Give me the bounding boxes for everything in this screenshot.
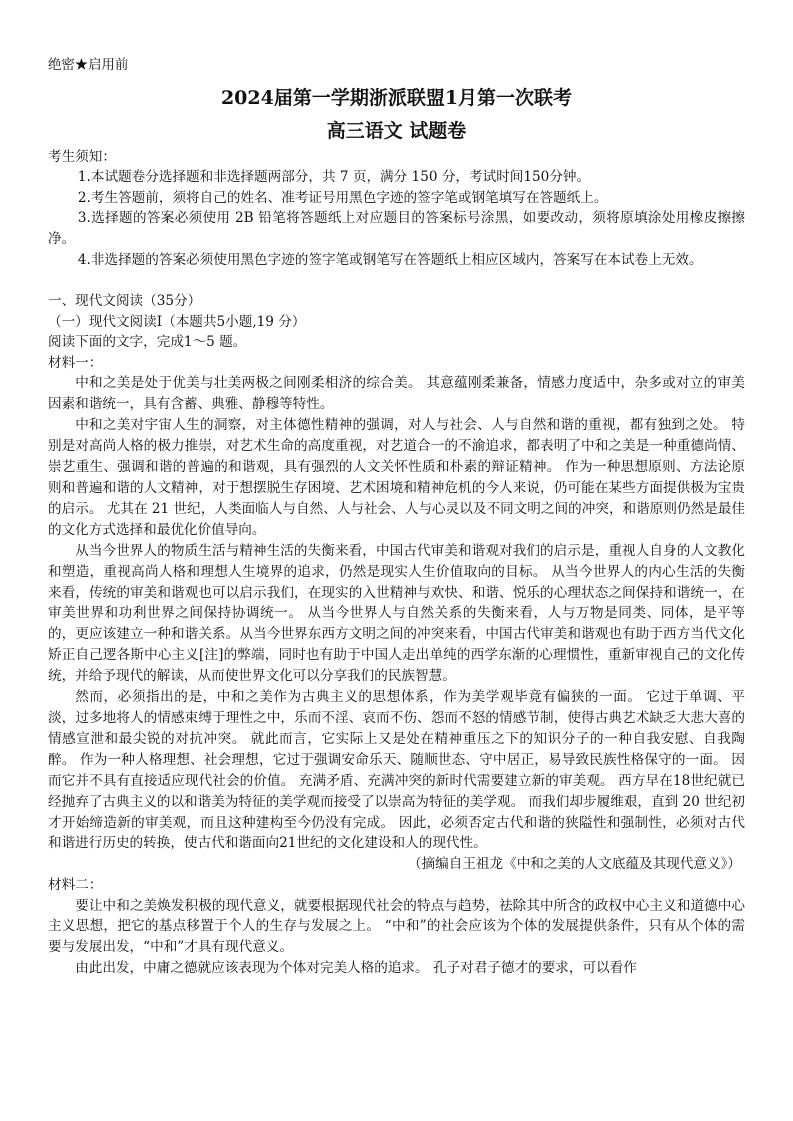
exam-title: 2024届第一学期浙派联盟1月第一次联考: [220, 86, 573, 109]
notice-heading: 考生须知：: [48, 148, 116, 165]
material-1-paragraph: 中和之美是处于优美与壮美两极之间刚柔相济的综合美。 其意蕴刚柔兼备，情感力度适中，杂多或对立的审美因素和谐统一，具有含蓄、典雅、静穆等特性。: [48, 375, 745, 413]
notice-item: 3.选择题的答案必须使用 2B 铅笔将答题纸上对应题目的答案标号涂黑，如要改动，须将原填涂处用橡皮擦擦净。: [48, 210, 745, 248]
material-1-label: 材料一：: [48, 354, 103, 371]
material-2-label: 材料二：: [48, 876, 103, 893]
material-1-paragraph: 中和之美对宇宙人生的洞察，对主体德性精神的强调，对人与社会、人与自然和谐的重视，都有独到之处。 特别是对高尚人格的极力推崇，对艺术生命的高度重视，对艺道合一的不渝追求，都表明了中和之美是一种重德尚情、崇艺重生、强调和谐的普遍的和谐观，具有强烈的人文关怀性质和朴素的辩证精神。 作为一种思想原则、方法论原则和普遍和谐的人文精神，对于想摆脱生存困境、艺术困境和精神危机的今人来说，仍可能在某些方面提供极为宝贵的启示。 尤其在 21 世纪，人类面临人与自然、人与社会、人与心灵以及不同文明之间的冲突，和谐原则仍然是最佳的文化方式选择和最优化价值导向。: [48, 417, 745, 538]
notice-item: 1.本试题卷分选择题和非选择题两部分，共 7 页，满分 150 分，考试时间150分钟。: [77, 169, 591, 186]
spacer: [48, 271, 745, 291]
material-2-paragraph: 由此出发，中庸之德就应该表现为个体对完美人格的追求。 孔子对君子德才的要求，可以看作: [75, 960, 637, 977]
reading-instruction: 阅读下面的文字，完成1～5 题。: [48, 334, 247, 351]
exam-subtitle: 高三语文 试题卷: [326, 119, 467, 142]
material-1-paragraph: 从当今世界人的物质生活与精神生活的失衡来看，中国古代审美和谐观对我们的启示是，重视人自身的人文教化和塑造，重视高尚人格和理想人生境界的追求，仍然是现实人生价值取向的目标。 从当今世界人的内心生活的失衡来看，传统的审美和谐观也可以启示我们，在现实的入世精神与欢快、和谐、悦乐的心理状态之间保持和谐统一，在审美世界和功利世界之间保持协调统一。 从当今世界人与自然关系的失衡来看，人与万物是同类、同体，是平等的，更应该建立一种和谐关系。从当今世界东西方文明之间的冲突来看，中国古代审美和谐观也有助于西方当代文化矫正自己逻各斯中心主义[注]的弊端，同时也有助于中国人走出单纯的西学东渐的心理惯性，重新审视自己的文化传统，并给予现代的解读，从而使世界文化可以分享我们的民族智慧。: [48, 542, 745, 685]
material-2-paragraph: 要让中和之美焕发积极的现代意义，就要根据现代社会的特点与趋势，祛除其中所含的政权中心主义和道德中心主义思想，把它的基点移置于个人的生存与发展之上。 “中和”的社会应该为个体的发展提供条件，只有从个体的需要与发展出发，“中和”才具有现代意义。: [48, 897, 745, 956]
material-1-source: （摘编自王祖龙《中和之美的人文底蕴及其现代意义》）: [407, 856, 741, 873]
section-heading: 一、现代文阅读（35分）: [48, 293, 202, 310]
subsection-heading: （一）现代文阅读Ⅰ（本题共5小题,19 分）: [48, 313, 306, 330]
notice-item: 4.非选择题的答案必须使用黑色字迹的签字笔或钢笔写在答题纸上相应区域内，答案写在本试卷上无效。: [77, 252, 703, 269]
confidential-label: 绝密★启用前: [48, 58, 129, 73]
notice-item: 2.考生答题前，须将自己的姓名、准考证号用黑色字迹的签字笔或钢笔填写在答题纸上。: [77, 189, 608, 206]
material-1-paragraph: 然而，必须指出的是，中和之美作为古典主义的思想体系，作为美学观毕竟有偏狭的一面。 它过于单调、平淡，过多地将人的情感束缚于理性之中，乐而不淫、哀而不伤、怨而不怒的情感节制，使得古典艺术缺乏大悲大喜的情感宣泄和最尖锐的对抗冲突。 就此而言，它实际上又是处在精神重压之下的知识分子的一种自我安慰、自我陶醉。 作为一种人格理想、社会理想，它过于强调安命乐天、随顺世态、守中居正，易导致民族性格保守的一面。 因而它并不具有直接适应现代社会的价值。 充满矛盾、充满冲突的新时代需要建立新的审美观。 西方早在18世纪就已经抛弃了古典主义的以和谐美为特征的美学观而接受了以崇高为特征的美学观。 而我们却步履维艰，直到 20 世纪初才开始缔造新的审美观，而且这种建构至今仍没有完成。 因此，必须否定古代和谐的狭隘性和强制性，必须对古代和谐进行历史的转换，使古代和谐面向21世纪的文化建设和人的现代性。: [48, 689, 745, 852]
